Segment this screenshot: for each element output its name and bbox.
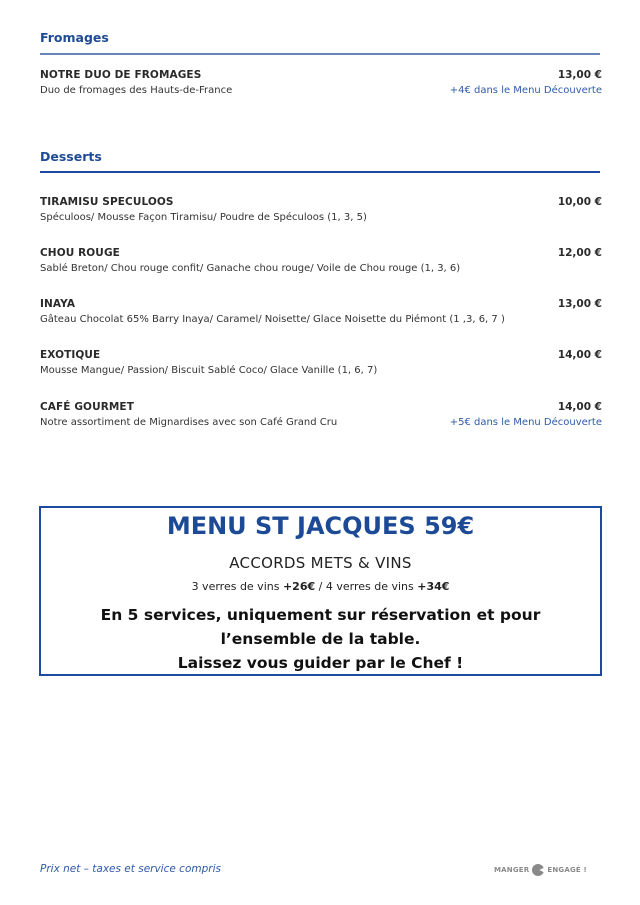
item-name: NOTRE DUO DE FROMAGES bbox=[40, 69, 202, 81]
menu-item-exotique bbox=[40, 349, 602, 376]
menu-description-line: En 5 services, uniquement sur réservation et pour bbox=[100, 606, 541, 624]
item-price: 14,00 € bbox=[557, 349, 602, 361]
wine-pairing-options bbox=[41, 580, 600, 593]
item-description: Spéculoos/ Mousse Façon Tiramisu/ Poudre de Spéculoos (1, 3, 5) bbox=[40, 212, 367, 223]
manger-engage-logo bbox=[494, 864, 587, 876]
item-description: Mousse Mangue/ Passion/ Biscuit Sablé Coco/ Glace Vanille (1, 6, 7) bbox=[40, 365, 378, 376]
item-menu-note: +4€ dans le Menu Découverte bbox=[449, 85, 602, 96]
menu-item-cafe-gourmet bbox=[40, 401, 602, 428]
menu-item-tiramisu bbox=[40, 196, 602, 223]
item-menu-note: +5€ dans le Menu Découverte bbox=[449, 417, 602, 428]
wine-option-1-price: +26€ bbox=[282, 580, 316, 593]
item-name: TIRAMISU SPECULOOS bbox=[40, 196, 174, 208]
item-name: CHOU ROUGE bbox=[40, 247, 120, 259]
item-price: 13,00 € bbox=[557, 69, 602, 81]
item-price: 13,00 € bbox=[557, 298, 602, 310]
item-description: Gâteau Chocolat 65% Barry Inaya/ Caramel/ Noisette/ Glace Noisette du Piémont (1 ,3, 6, 7 ) bbox=[40, 314, 505, 325]
item-name: EXOTIQUE bbox=[40, 349, 101, 361]
wine-option-1-label: 3 verres de vins bbox=[191, 580, 283, 593]
menu-description bbox=[41, 603, 600, 675]
section-divider-fromages bbox=[40, 53, 600, 55]
menu-st-jacques-box bbox=[39, 506, 602, 676]
logo-text-right: ENGAGÉ ! bbox=[547, 866, 587, 874]
logo-text-left: MANGER bbox=[494, 866, 530, 874]
item-price: 10,00 € bbox=[557, 196, 602, 208]
menu-subtitle: ACCORDS METS & VINS bbox=[229, 554, 412, 572]
item-name: CAFÉ GOURMET bbox=[40, 401, 134, 413]
section-title-desserts: Desserts bbox=[40, 149, 102, 164]
pacman-logo-icon bbox=[532, 864, 544, 876]
section-title-fromages: Fromages bbox=[40, 30, 109, 45]
menu-description-line: Laissez vous guider par le Chef ! bbox=[177, 654, 464, 672]
wine-option-2-price: +34€ bbox=[417, 580, 450, 593]
item-price: 12,00 € bbox=[557, 247, 602, 259]
item-description: Sablé Breton/ Chou rouge confit/ Ganache chou rouge/ Voile de Chou rouge (1, 3, 6) bbox=[40, 263, 461, 274]
wine-option-2-label: 4 verres de vins bbox=[325, 580, 418, 593]
item-price: 14,00 € bbox=[557, 401, 602, 413]
item-name: INAYA bbox=[40, 298, 76, 310]
menu-item-chou-rouge bbox=[40, 247, 602, 274]
menu-description-line: l’ensemble de la table. bbox=[220, 630, 421, 648]
section-divider-desserts bbox=[40, 171, 600, 173]
wine-separator: / bbox=[315, 580, 326, 593]
menu-item-inaya bbox=[40, 298, 602, 325]
price-note: Prix net – taxes et service compris bbox=[40, 863, 221, 875]
menu-item-duo-fromages bbox=[40, 69, 602, 96]
menu-title: MENU ST JACQUES 59€ bbox=[166, 512, 475, 540]
item-description: Notre assortiment de Mignardises avec son Café Grand Cru bbox=[40, 417, 338, 428]
item-description: Duo de fromages des Hauts-de-France bbox=[40, 85, 233, 96]
